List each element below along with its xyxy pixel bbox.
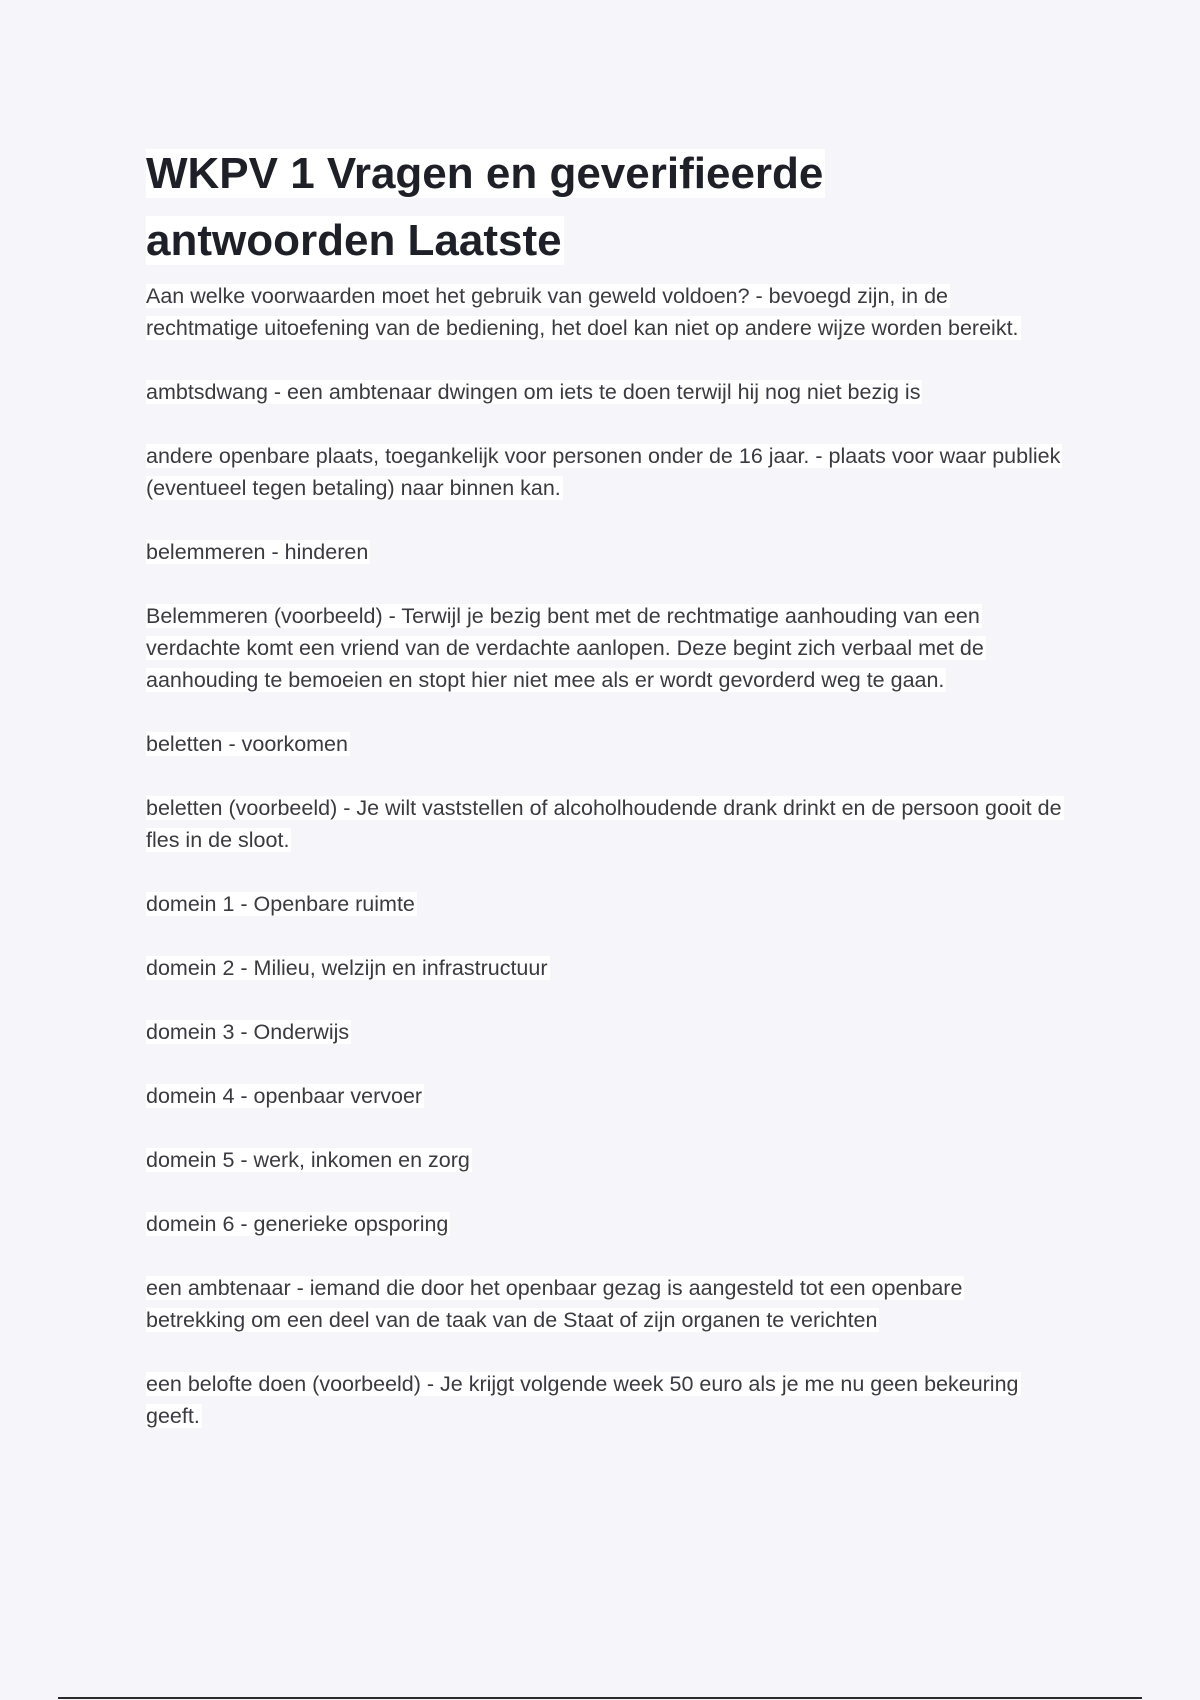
entry-text: domein 2 - Milieu, welzijn en infrastructuur xyxy=(146,956,548,980)
entry-domein-5 xyxy=(146,1144,1066,1176)
entry-domein-3 xyxy=(146,1016,1066,1048)
entry-text: Aan welke voorwaarden moet het gebruik van geweld voldoen? - bevoegd zijn, in de rechtmatige uitoefening van de bediening, het doel kan niet op andere wijze worden bereikt. xyxy=(146,284,1019,340)
entry-beletten-voorbeeld xyxy=(146,792,1066,856)
entry-text: domein 4 - openbaar vervoer xyxy=(146,1084,423,1108)
entry-domein-2 xyxy=(146,952,1066,984)
entry-beletten xyxy=(146,728,1066,760)
page-bottom-divider xyxy=(58,1697,1142,1699)
entry-domein-6 xyxy=(146,1208,1066,1240)
entry-text: beletten (voorbeeld) - Je wilt vaststellen of alcoholhoudende drank drinkt en de persoon gooit de fles in de sloot. xyxy=(146,796,1062,852)
document-title xyxy=(146,140,1066,274)
entry-belemmeren xyxy=(146,536,1066,568)
entry-ambtsdwang xyxy=(146,376,1066,408)
entry-een-belofte-doen xyxy=(146,1368,1066,1432)
entry-belemmeren-voorbeeld xyxy=(146,600,1066,696)
entry-list xyxy=(146,280,1066,1432)
entry-text: Belemmeren (voorbeeld) - Terwijl je bezig bent met de rechtmatige aanhouding van een verdachte komt een vriend van de verdachte aanlopen. Deze begint zich verbaal met de aanhouding te bemoeien en stopt hier niet mee als er wordt gevorderd weg te gaan. xyxy=(146,604,984,692)
entry-domein-4 xyxy=(146,1080,1066,1112)
entry-een-ambtenaar xyxy=(146,1272,1066,1336)
entry-gebruik-van-geweld xyxy=(146,280,1066,344)
entry-text: domein 1 - Openbare ruimte xyxy=(146,892,415,916)
entry-domein-1 xyxy=(146,888,1066,920)
entry-text: beletten - voorkomen xyxy=(146,732,348,756)
document-content xyxy=(146,140,1066,1464)
entry-andere-openbare-plaats xyxy=(146,440,1066,504)
document-title-text: WKPV 1 Vragen en geverifieerde antwoorden Laatste xyxy=(146,149,824,265)
entry-text: ambtsdwang - een ambtenaar dwingen om iets te doen terwijl hij nog niet bezig is xyxy=(146,380,921,404)
entry-text: een ambtenaar - iemand die door het openbaar gezag is aangesteld tot een openbare betrekking om een deel van de taak van de Staat of zijn organen te verichten xyxy=(146,1276,963,1332)
entry-text: belemmeren - hinderen xyxy=(146,540,369,564)
entry-text: een belofte doen (voorbeeld) - Je krijgt volgende week 50 euro als je me nu geen bekeuring geeft. xyxy=(146,1372,1019,1428)
entry-text: domein 3 - Onderwijs xyxy=(146,1020,350,1044)
entry-text: domein 5 - werk, inkomen en zorg xyxy=(146,1148,470,1172)
entry-text: andere openbare plaats, toegankelijk voor personen onder de 16 jaar. - plaats voor waar publiek (eventueel tegen betaling) naar binnen kan. xyxy=(146,444,1061,500)
entry-text: domein 6 - generieke opsporing xyxy=(146,1212,449,1236)
